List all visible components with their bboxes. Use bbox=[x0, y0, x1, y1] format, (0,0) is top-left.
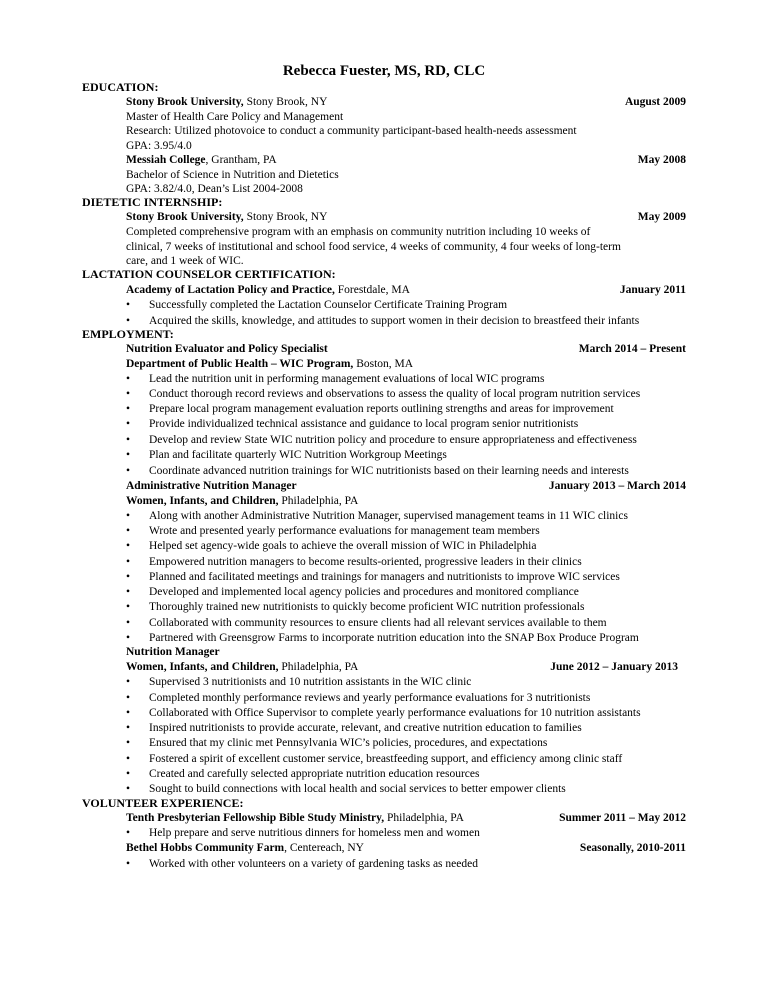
bullet-icon: • bbox=[126, 299, 131, 311]
internship-entry-header bbox=[126, 210, 686, 225]
bullet-icon: • bbox=[126, 783, 131, 795]
bullet-icon: • bbox=[126, 827, 131, 839]
bullet-icon: • bbox=[126, 449, 131, 461]
bullet-icon: • bbox=[126, 434, 131, 446]
bullet-icon: • bbox=[126, 753, 131, 765]
org-location: Philadelphia, PA bbox=[278, 661, 359, 673]
bullet-icon: • bbox=[126, 418, 131, 430]
bullet-icon: • bbox=[126, 722, 131, 734]
gpa-text: GPA: 3.82/4.0, Dean’s List 2004-2008 bbox=[126, 183, 303, 195]
internship-heading: DIETETIC INTERNSHIP: bbox=[82, 195, 223, 209]
volunteer-entry-header bbox=[126, 841, 686, 856]
school-location: , Grantham, PA bbox=[205, 154, 277, 166]
bullet-icon: • bbox=[126, 525, 131, 537]
bullet-icon: • bbox=[126, 676, 131, 688]
org-name: Bethel Hobbs Community Farm bbox=[126, 842, 285, 854]
org-location: Boston, MA bbox=[353, 358, 414, 370]
bullet-icon: • bbox=[126, 556, 131, 568]
research-text: Research: Utilized photovoice to conduct a community participant-based health-needs assessment bbox=[126, 125, 577, 137]
job-title: Nutrition Manager bbox=[126, 646, 220, 658]
education-heading: EDUCATION: bbox=[82, 80, 159, 94]
entry-date: March 2014 – Present bbox=[578, 343, 686, 355]
entry-date: Seasonally, 2010-2011 bbox=[579, 842, 686, 854]
org-location: Philadelphia, PA bbox=[278, 495, 359, 507]
bullet-icon: • bbox=[126, 571, 131, 583]
job-org-line bbox=[126, 357, 686, 372]
bullet-icon: • bbox=[126, 586, 131, 598]
entry-date: January 2011 bbox=[619, 284, 686, 296]
employment-heading: EMPLOYMENT: bbox=[82, 327, 174, 341]
org-name: Women, Infants, and Children, bbox=[126, 495, 279, 507]
org-name: Academy of Lactation Policy and Practice, bbox=[126, 284, 335, 296]
job-org-line bbox=[126, 494, 686, 509]
page-title: Rebecca Fuester, MS, RD, CLC bbox=[282, 63, 486, 79]
org-location: Forestdale, MA bbox=[334, 284, 410, 296]
entry-date: January 2013 – March 2014 bbox=[548, 480, 686, 492]
job-title-line bbox=[126, 645, 686, 660]
degree-text: Master of Health Care Policy and Management bbox=[126, 111, 344, 123]
bullet-icon: • bbox=[126, 465, 131, 477]
lactation-heading: LACTATION COUNSELOR CERTIFICATION: bbox=[82, 267, 336, 281]
volunteer-heading: VOLUNTEER EXPERIENCE: bbox=[82, 796, 244, 810]
school-name: Stony Brook University, bbox=[126, 211, 244, 223]
job-title-line bbox=[126, 479, 686, 494]
bullet-icon: • bbox=[126, 403, 131, 415]
internship-description: care, and 1 week of WIC. bbox=[126, 255, 244, 267]
bullet-icon: • bbox=[126, 858, 131, 870]
education-entry-header bbox=[126, 153, 686, 168]
entry-date: May 2008 bbox=[637, 154, 686, 166]
job-org-line bbox=[126, 660, 686, 675]
entry-date: May 2009 bbox=[637, 211, 686, 223]
bullet-icon: • bbox=[126, 510, 131, 522]
entry-date: June 2012 – January 2013 bbox=[550, 661, 678, 673]
bullet-icon: • bbox=[126, 540, 131, 552]
job-title-line bbox=[126, 342, 686, 357]
org-name: Department of Public Health – WIC Program, bbox=[126, 358, 354, 370]
org-location: , Centereach, NY bbox=[284, 842, 364, 854]
bullet-icon: • bbox=[126, 632, 131, 644]
bullet-icon: • bbox=[126, 373, 131, 385]
org-location: Philadelphia, PA bbox=[384, 812, 464, 824]
lactation-entry-header bbox=[126, 283, 686, 298]
degree-text: Bachelor of Science in Nutrition and Dietetics bbox=[126, 169, 339, 181]
entry-date: August 2009 bbox=[624, 96, 686, 108]
bullet-icon: • bbox=[126, 315, 131, 327]
resume-page: Rebecca Fuester, MS, RD, CLC EDUCATION: Stony Brook University, Stony Brook, NY August 2009 Master of Health Care Policy and Management Research: Utilized photovoice to conduct a community participant-based health-needs assessment GPA: 3.95/4.0 Messiah College, Grantham, PA May 2008 Bachelor of Science in Nutrition and Dietetics GPA: 3.82/4.0, Dean’s List 2004-2008 DIETETIC INTERNSHIP: Stony Brook University, Stony Brook, NY May 2009 Completed comprehensive program with an emphasis on community nutrition including 10 weeks of clinical, 7 weeks of institutional and school food service, 4 weeks of community, 4 four weeks of long-term care, and 1 week of WIC. LACTATION COUNSELOR CERTIFICATION: Academy of Lactation Policy and Practice, Forestdale, MA January 2011 • Successfully completed the Lactation Counselor Certificate Training Program • Acquired the skills, knowledge, and attitudes to support women in their decision to breastfeed their infants EMPLOYMENT: Nutrition Evaluator and Policy Specialist March 2014 – Present Department of Public Health – WIC Program, Boston, MA • Lead the nutrition unit in performing management evaluations of local WIC programs • Conduct thorough record reviews and observations to assess the quality of local program nutrition services • Prepare local program management evaluation reports outlining strengths and areas for improvement • Provide individualized technical assistance and guidance to local program senior nutritionists • Develop and review State WIC nutrition policy and procedure to ensure appropriateness and effectiveness • Plan and facilitate quarterly WIC Nutrition Workgroup Meetings • Coordinate advanced nutrition trainings for WIC nutritionists based on their learning needs and interests Administrative Nutrition Manager January 2013 – March 2014 Women, Infants, and Children, Philadelphia, PA • Along with another Administrative Nutrition Manager, supervised management teams in 11 WIC clinics • Wrote and presented yearly performance evaluations for management team members • Helped set agency-wide goals to achieve the overall mission of WIC in Philadelphia • Empowered nutrition managers to become results-oriented, progressive leaders in their clinics • Planned and facilitated meetings and trainings for managers and nutritionists to improve WIC services • Developed and implemented local agency policies and procedures and monitored compliance • Thoroughly trained new nutritionists to quickly become proficient WIC nutrition professionals • Collaborated with community resources to ensure clients had all relevant services available to them • Partnered with Greensgrow Farms to incorporate nutrition education into the SNAP Box Produce Program Nutrition Manager Women, Infants, and Children, Philadelphia, PA June 2012 – January 2013 • Supervised 3 nutritionists and 10 nutrition assistants in the WIC clinic • Completed monthly performance reviews and yearly performance evaluations for 3 nutritionists • Collaborated with Office Supervisor to complete yearly performance evaluations for 10 nutrition assistants • Inspired nutritionists to provide accurate, relevant, and creative nutrition education to families • Ensured that my clinic met Pennsylvania WIC’s policies, procedures, and expectations • Fostered a spirit of excellent customer service, breastfeeding support, and efficiency among clinic staff • Created and carefully selected appropriate nutrition education resources • Sought to build connections with local health and social services to better empower clients VOLUNTEER EXPERIENCE: Tenth Presbyterian Fellowship Bible Study Ministry, Philadelphia, PA Summer 2011 – May 2012 • Help prepare and serve nutritious dinners for homeless men and women Bethel Hobbs Community Farm, Centereach, NY Seasonally, 2010-2011 • Worked with other volunteers on a variety of gardening tasks as needed bbox=[0, 0, 768, 994]
internship-description: Completed comprehensive program with an emphasis on community nutrition including 10 weeks of bbox=[126, 226, 591, 238]
bullet-icon: • bbox=[126, 617, 131, 629]
org-name: Women, Infants, and Children, bbox=[126, 661, 279, 673]
education-entry-header bbox=[126, 95, 686, 110]
school-location: Stony Brook, NY bbox=[243, 96, 328, 108]
entry-date: Summer 2011 – May 2012 bbox=[559, 812, 686, 824]
school-name: Messiah College bbox=[126, 154, 206, 166]
org-name: Tenth Presbyterian Fellowship Bible Study Ministry, bbox=[126, 812, 385, 824]
bullet-icon: • bbox=[126, 737, 131, 749]
internship-description: clinical, 7 weeks of institutional and school food service, 4 weeks of community, 4 four weeks of long-term bbox=[126, 241, 621, 253]
gpa-text: GPA: 3.95/4.0 bbox=[126, 140, 192, 152]
school-location: Stony Brook, NY bbox=[243, 211, 328, 223]
bullet-icon: • bbox=[126, 707, 131, 719]
job-title: Administrative Nutrition Manager bbox=[126, 480, 297, 492]
volunteer-entry-header bbox=[126, 811, 686, 826]
bullet-icon: • bbox=[126, 692, 131, 704]
school-name: Stony Brook University, bbox=[126, 96, 244, 108]
bullet-icon: • bbox=[126, 601, 131, 613]
job-title: Nutrition Evaluator and Policy Specialist bbox=[126, 343, 328, 355]
bullet-icon: • bbox=[126, 768, 131, 780]
bullet-icon: • bbox=[126, 388, 131, 400]
